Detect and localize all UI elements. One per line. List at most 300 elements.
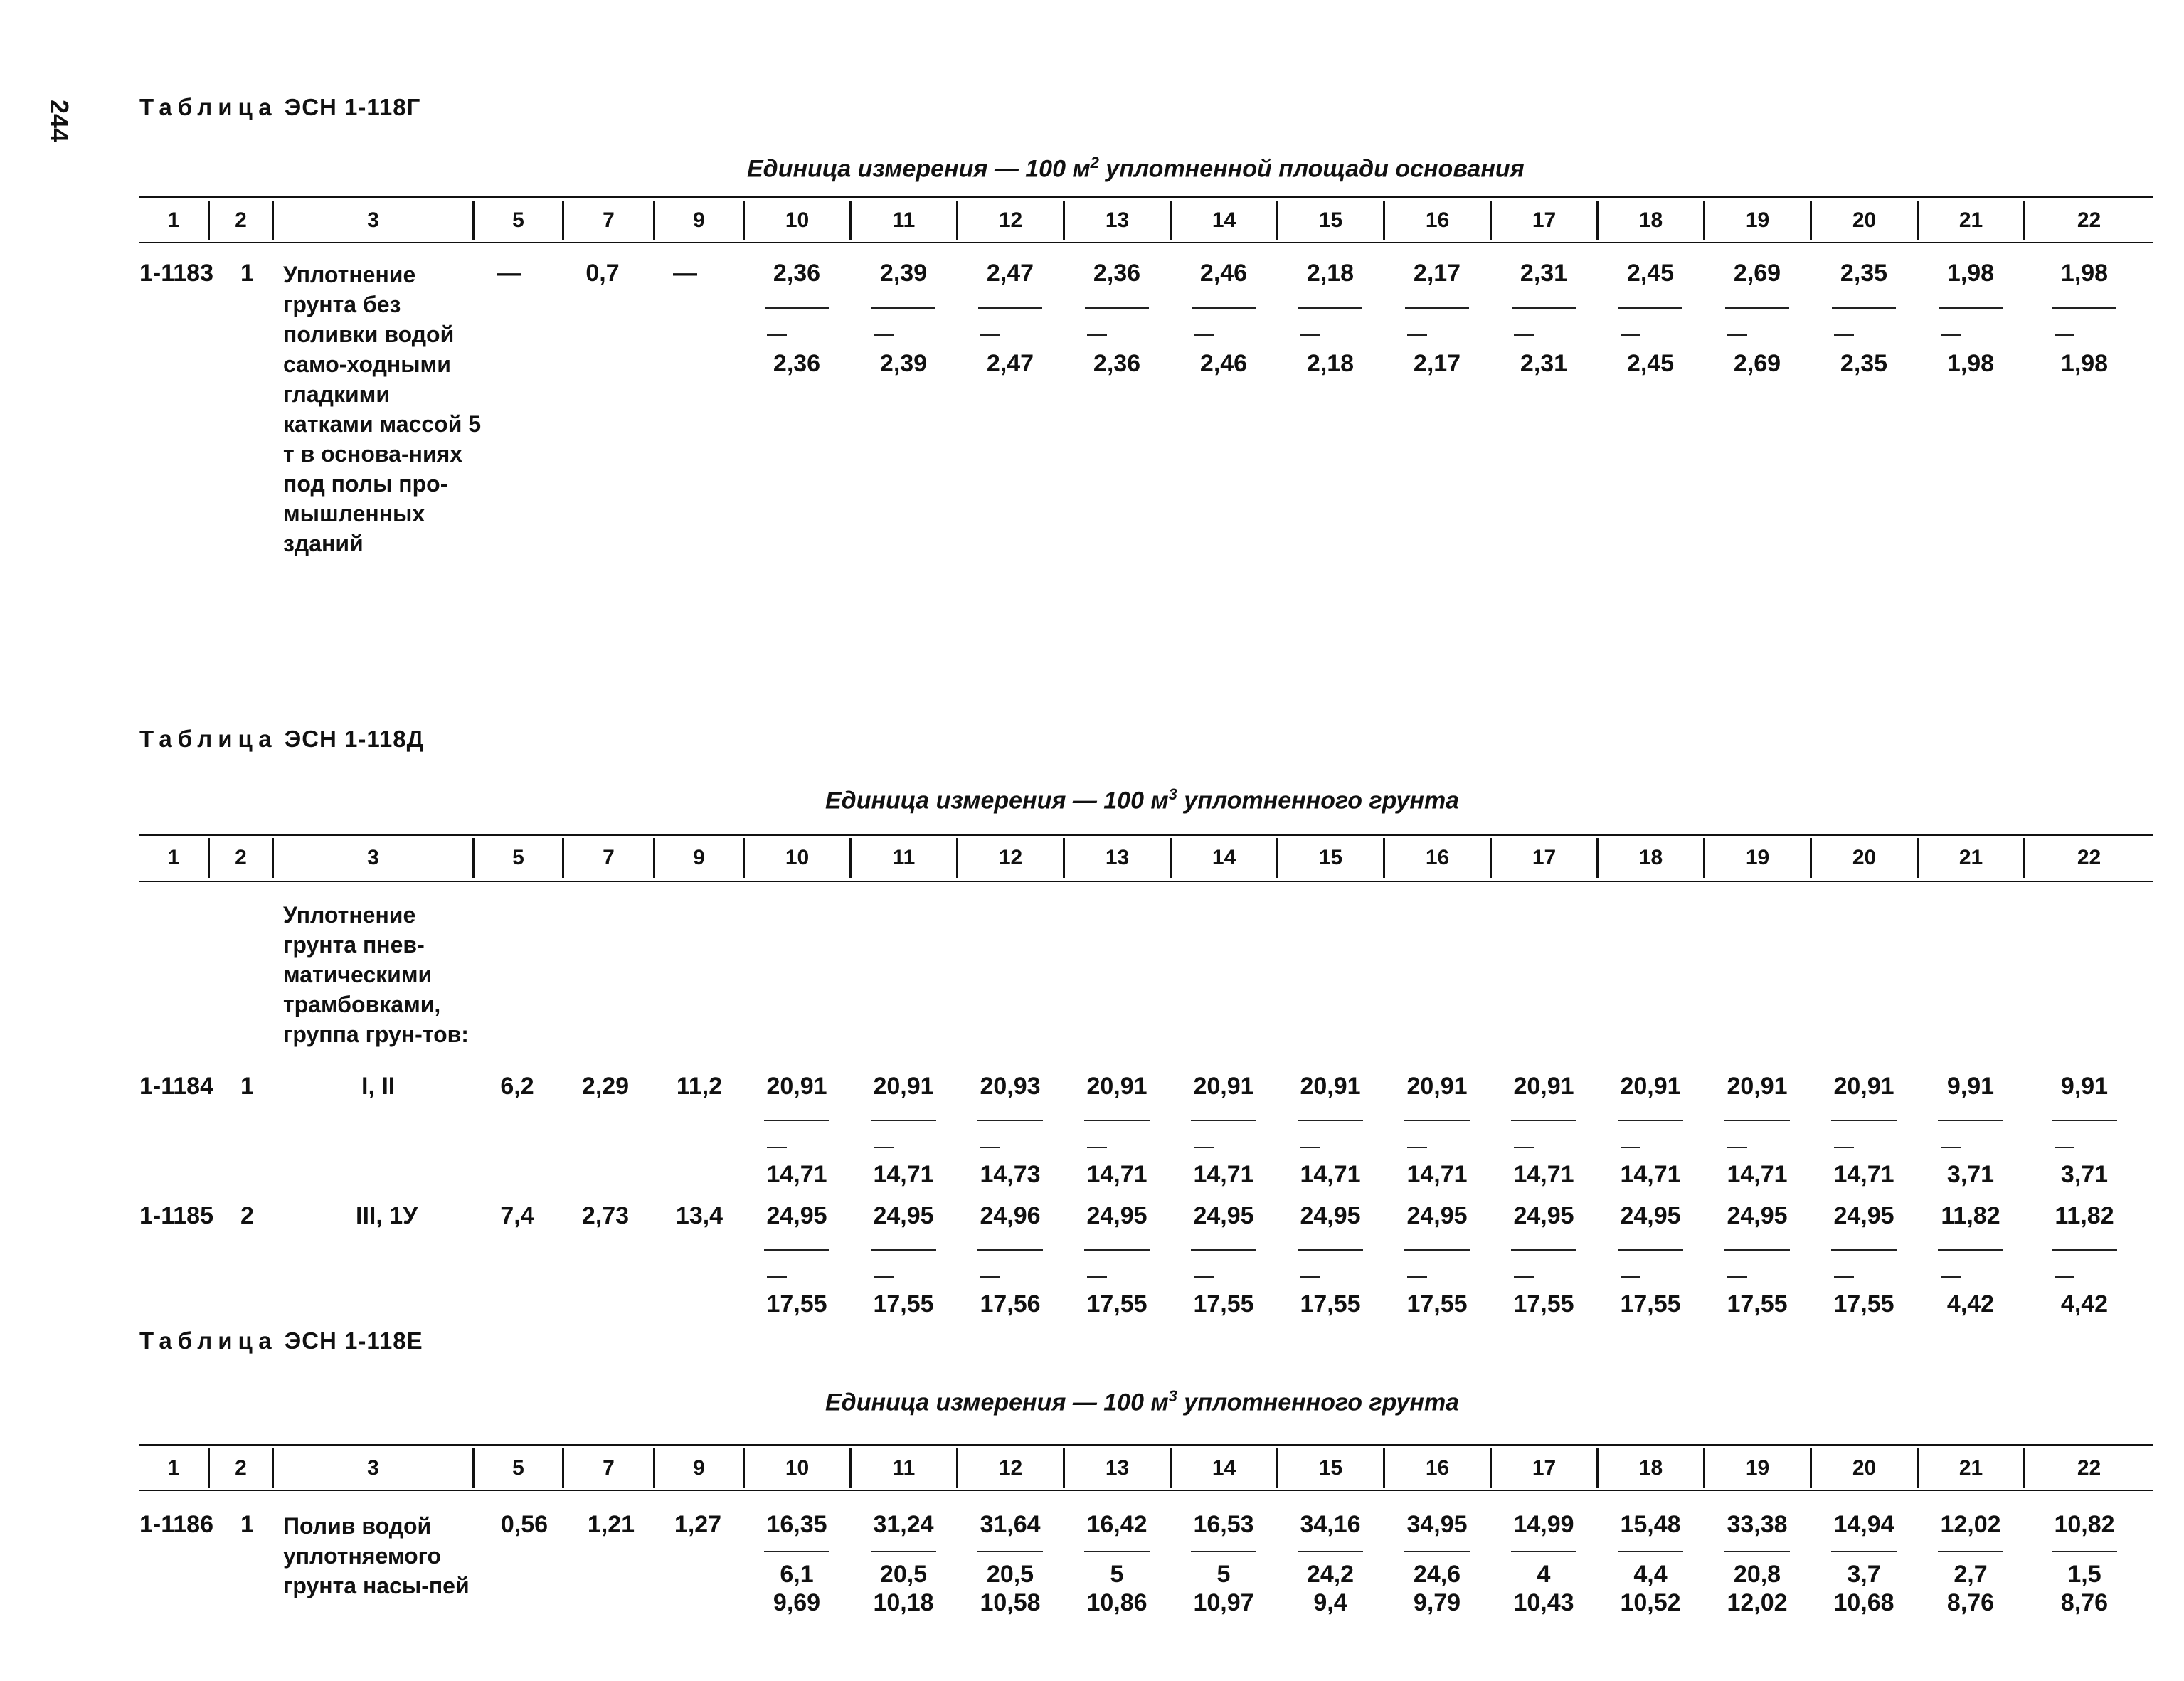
table-g-header-row [139, 201, 2153, 240]
table-d-unit-suffix: уплотненного грунта [1177, 787, 1460, 815]
page-number: 244 [45, 100, 74, 143]
table-e-bottom-value: 9,4 [1313, 1589, 1347, 1616]
table-e-top-value: 12,02 [1940, 1511, 2001, 1538]
fraction-bar [1192, 307, 1256, 309]
table-d-caption-word: Таблица [139, 726, 277, 752]
table-e-header-col-1: 1 [167, 1456, 180, 1480]
fraction-bar [1618, 1249, 1683, 1251]
table-e-header-col-19: 19 [1703, 1448, 1810, 1488]
table-d-bottom-value: 14,71 [873, 1161, 934, 1188]
table-d-top-value: 20,93 [980, 1073, 1041, 1100]
table-g-header-col-11: 11 [849, 201, 956, 240]
fraction-bar [1724, 1551, 1790, 1552]
table-g-header-col-5: 5 [472, 201, 562, 240]
table-d-header-col-19: 19 [1703, 838, 1810, 878]
table-d-caption [139, 726, 424, 753]
table-g-top-value: 1,98 [1946, 260, 1995, 287]
table-d-top-value: 9,91 [1946, 1073, 1995, 1100]
table-d-row1-c7: 2,29 [581, 1073, 630, 1100]
table-d-top-value: 20,91 [1086, 1073, 1147, 1100]
table-g-bottom-value: 2,39 [879, 350, 928, 377]
table-g-top-value: 2,69 [1733, 260, 1781, 287]
table-g-header-col-13: 13 [1063, 201, 1170, 240]
table-g-top-value: 2,31 [1520, 260, 1568, 287]
fraction-bar [1191, 1249, 1256, 1251]
table-g-top-value: 2,35 [1840, 260, 1888, 287]
table-g-top-value: 2,17 [1413, 260, 1461, 287]
table-g-top-value: 2,39 [879, 260, 928, 287]
table-d-top-value: 11,82 [2055, 1202, 2114, 1229]
table-g-n: 1 [240, 260, 254, 287]
table-g-bottom-value: 1,98 [2060, 350, 2109, 377]
table-d-bottom-value: 14,71 [1193, 1161, 1254, 1188]
table-d-row2-c5: 7,4 [500, 1202, 534, 1229]
table-g-desc: Уплотнение грунта без поливки водой само-ходными гладкими катками массой 5 т в основа-ниях под полы про-мышленных зданий [283, 262, 482, 556]
table-g-bottom-value: 2,17 [1413, 350, 1461, 377]
table-g-header-col-9: 9 [653, 201, 743, 240]
table-d-unit [825, 785, 1459, 815]
minus-mark [1621, 1276, 1640, 1278]
minus-mark [1514, 334, 1534, 336]
table-d-top-value: 24,95 [1193, 1202, 1254, 1229]
table-e-bottom-value: 10,18 [873, 1589, 934, 1616]
table-e-c9: 1,27 [674, 1511, 722, 1538]
minus-mark [1941, 1147, 1961, 1148]
table-g-header-col-20: 20 [1810, 201, 1917, 240]
minus-mark [1941, 1276, 1961, 1278]
table-e-top-value: 33,38 [1727, 1511, 1788, 1538]
minus-mark [1087, 1147, 1107, 1148]
fraction-bar [1938, 1551, 2003, 1552]
minus-mark [1407, 1276, 1427, 1278]
fraction-bar [1511, 1120, 1576, 1121]
minus-mark [1834, 1147, 1854, 1148]
minus-mark [1194, 1276, 1214, 1278]
table-e-code: 1-1186 [139, 1511, 213, 1538]
minus-mark [1621, 334, 1640, 336]
minus-mark [980, 334, 1000, 336]
table-d-row2-n: 2 [240, 1202, 254, 1229]
table-e-mid-value: 24,6 [1413, 1561, 1461, 1588]
fraction-bar [764, 1120, 829, 1121]
table-g-bottom-value: 2,47 [986, 350, 1034, 377]
table-g-caption [139, 94, 420, 121]
table-d-header-col-1: 1 [167, 846, 180, 869]
table-d-bottom-value: 14,71 [1513, 1161, 1574, 1188]
table-d-top-value: 24,95 [1620, 1202, 1681, 1229]
minus-mark [1834, 334, 1854, 336]
table-e-header-col-9: 9 [653, 1448, 743, 1488]
table-d-unit-prefix: Единица измерения — 100 м [825, 787, 1169, 815]
table-e-top-rule [139, 1444, 2153, 1446]
table-e-bottom-value: 8,76 [1946, 1589, 1995, 1616]
table-d-top-value: 20,91 [1620, 1073, 1681, 1100]
table-d-header-col-22: 22 [2023, 838, 2153, 878]
minus-mark [1087, 334, 1107, 336]
table-e-header-col-18: 18 [1596, 1448, 1703, 1488]
minus-mark [1407, 1147, 1427, 1148]
table-d-top-value: 24,96 [980, 1202, 1041, 1229]
table-d-bottom-value: 14,71 [1833, 1161, 1894, 1188]
table-e-mid-value: 5 [1216, 1561, 1231, 1588]
minus-mark [874, 334, 894, 336]
table-e-mid-value: 2,7 [1954, 1561, 1988, 1588]
fraction-bar [1298, 1120, 1363, 1121]
table-d-top-value: 24,95 [1086, 1202, 1147, 1229]
table-e-mid-value: 4,4 [1633, 1561, 1668, 1588]
minus-mark [1300, 1147, 1320, 1148]
fraction-bar [1084, 1249, 1150, 1251]
table-g-c9: — [673, 260, 697, 287]
table-e-header-col-15: 15 [1276, 1448, 1383, 1488]
table-e-header-col-16: 16 [1383, 1448, 1490, 1488]
table-d-bottom-value: 17,55 [1086, 1290, 1147, 1317]
fraction-bar [1298, 307, 1362, 309]
fraction-bar [2052, 1551, 2117, 1552]
table-d-header-col-16: 16 [1383, 838, 1490, 878]
table-e-mid-value: 5 [1110, 1561, 1124, 1588]
table-e-bottom-value: 10,68 [1833, 1589, 1894, 1616]
table-g-header-col-17: 17 [1490, 201, 1596, 240]
table-d-bottom-value: 14,71 [766, 1161, 827, 1188]
fraction-bar [765, 307, 829, 309]
table-d-row1-c9: 11,2 [676, 1073, 723, 1100]
table-g-bottom-value: 1,98 [1946, 350, 1995, 377]
table-g-header-rule [139, 242, 2153, 243]
table-d-top-value: 20,91 [1833, 1073, 1894, 1100]
table-e-top-value: 16,53 [1193, 1511, 1254, 1538]
fraction-bar [1618, 1551, 1683, 1552]
table-d-top-value: 20,91 [1727, 1073, 1788, 1100]
table-e-top-value: 34,95 [1406, 1511, 1468, 1538]
table-d-header-rule [139, 881, 2153, 882]
table-g-header-col-15: 15 [1276, 201, 1383, 240]
table-e-mid-value: 20,5 [986, 1561, 1034, 1588]
table-d-bottom-value: 14,73 [980, 1161, 1041, 1188]
minus-mark [1941, 334, 1961, 336]
table-d-top-value: 20,91 [1193, 1073, 1254, 1100]
table-d-row1-c5: 6,2 [500, 1073, 534, 1100]
table-g-unit-sup: 2 [1090, 154, 1099, 171]
table-d-header-col-7: 7 [562, 838, 653, 878]
table-d-top-value: 24,95 [1727, 1202, 1788, 1229]
table-e-header-col-21: 21 [1917, 1448, 2023, 1488]
table-g-header-col-7: 7 [562, 201, 653, 240]
table-g-header-col-18: 18 [1596, 201, 1703, 240]
table-g-header-col-3: 3 [272, 201, 472, 240]
table-d-bottom-value: 3,71 [2060, 1161, 2109, 1188]
minus-mark [874, 1276, 894, 1278]
table-d-bottom-value: 17,56 [980, 1290, 1041, 1317]
table-g-top-value: 2,18 [1306, 260, 1355, 287]
table-g-bottom-value: 2,35 [1840, 350, 1888, 377]
table-d-bottom-value: 14,71 [1620, 1161, 1681, 1188]
table-e-mid-value: 1,5 [2067, 1561, 2101, 1588]
table-d-row1-n: 1 [240, 1073, 254, 1100]
minus-mark [2055, 1276, 2074, 1278]
table-e-header-col-17: 17 [1490, 1448, 1596, 1488]
table-g-header-col-2: 2 [208, 201, 272, 240]
table-g-header-col-19: 19 [1703, 201, 1810, 240]
table-g-unit-suffix: уплотненной площади основания [1098, 155, 1525, 183]
table-g-header-col-16: 16 [1383, 201, 1490, 240]
table-d-header-col-14: 14 [1170, 838, 1276, 878]
table-e-bottom-value: 9,79 [1413, 1589, 1461, 1616]
fraction-bar [1939, 307, 2003, 309]
table-g-caption-word: Таблица [139, 94, 277, 120]
fraction-bar [977, 1249, 1043, 1251]
minus-mark [1514, 1276, 1534, 1278]
table-d-header-col-21: 21 [1917, 838, 2023, 878]
minus-mark [2055, 1147, 2074, 1148]
fraction-bar [1831, 1249, 1897, 1251]
table-e-header-col-3: 3 [272, 1448, 472, 1488]
fraction-bar [977, 1120, 1043, 1121]
fraction-bar [977, 1551, 1043, 1552]
table-d-top-value: 24,95 [1300, 1202, 1361, 1229]
table-g-c7: 0,7 [585, 260, 620, 287]
table-d-bottom-value: 4,42 [1946, 1290, 1995, 1317]
fraction-bar [871, 1120, 936, 1121]
table-g-unit-prefix: Единица измерения — 100 м [747, 155, 1091, 183]
table-e-desc: Полив водой уплотняемого грунта насы-пей [283, 1513, 470, 1598]
table-d-unit-sup: 3 [1168, 785, 1177, 803]
minus-mark [1727, 334, 1747, 336]
table-e-top-value: 15,48 [1620, 1511, 1681, 1538]
fraction-bar [1405, 307, 1469, 309]
fraction-bar [2052, 1249, 2117, 1251]
table-g-top-value: 2,45 [1626, 260, 1675, 287]
table-e-bottom-value: 9,69 [773, 1589, 821, 1616]
table-d-top-value: 24,95 [1833, 1202, 1894, 1229]
table-d-header-col-5: 5 [472, 838, 562, 878]
table-e-header-row [139, 1448, 2153, 1488]
table-g-bottom-value: 2,36 [773, 350, 821, 377]
table-d-header-col-12: 12 [956, 838, 1063, 878]
table-d-bottom-value: 14,71 [1300, 1161, 1361, 1188]
fraction-bar [1084, 1120, 1150, 1121]
fraction-bar [1832, 307, 1896, 309]
table-e-top-value: 34,16 [1300, 1511, 1361, 1538]
table-e-caption-code: ЭСН 1-118Е [284, 1327, 423, 1354]
fraction-bar [1511, 1551, 1576, 1552]
minus-mark [1300, 1276, 1320, 1278]
table-e-bottom-value: 10,43 [1513, 1589, 1574, 1616]
table-g-bottom-value: 2,18 [1306, 350, 1355, 377]
minus-mark [1300, 334, 1320, 336]
table-g-caption-code: ЭСН 1-118Г [284, 94, 421, 120]
table-d-header-col-18: 18 [1596, 838, 1703, 878]
table-d-top-value: 20,91 [766, 1073, 827, 1100]
table-d-bottom-value: 17,55 [1833, 1290, 1894, 1317]
table-d-top-value: 20,91 [1406, 1073, 1468, 1100]
table-d-top-value: 11,82 [1941, 1202, 2000, 1229]
table-d-top-value: 20,91 [1300, 1073, 1361, 1100]
table-d-bottom-value: 17,55 [873, 1290, 934, 1317]
table-d-bottom-value: 17,55 [1406, 1290, 1468, 1317]
table-d-row1-group: I, II [361, 1073, 396, 1100]
table-d-bottom-value: 14,71 [1727, 1161, 1788, 1188]
fraction-bar [1938, 1249, 2003, 1251]
table-e-unit [825, 1387, 1459, 1416]
table-d-bottom-value: 17,55 [1193, 1290, 1254, 1317]
table-g-unit [747, 154, 1525, 183]
table-g-top-value: 2,36 [773, 260, 821, 287]
minus-mark [1621, 1147, 1640, 1148]
table-e-mid-value: 3,7 [1847, 1561, 1881, 1588]
table-d-header-col-10: 10 [743, 838, 849, 878]
table-e-top-value: 14,94 [1833, 1511, 1894, 1538]
table-g-top-value: 2,47 [986, 260, 1034, 287]
minus-mark [767, 1276, 787, 1278]
table-g-bottom-value: 2,45 [1626, 350, 1675, 377]
fraction-bar [1298, 1551, 1363, 1552]
table-g-header-col-10: 10 [743, 201, 849, 240]
table-e-header-rule [139, 1490, 2153, 1491]
table-g-top-value: 2,36 [1093, 260, 1141, 287]
table-d-row2-c7: 2,73 [581, 1202, 630, 1229]
fraction-bar [764, 1551, 829, 1552]
minus-mark [1727, 1276, 1747, 1278]
fraction-bar [1512, 307, 1576, 309]
minus-mark [874, 1147, 894, 1148]
table-e-c5: 0,56 [500, 1511, 548, 1538]
table-e-header-col-10: 10 [743, 1448, 849, 1488]
minus-mark [980, 1276, 1000, 1278]
table-d-bottom-value: 17,55 [1727, 1290, 1788, 1317]
table-g-header-col-14: 14 [1170, 201, 1276, 240]
table-d-bottom-value: 17,55 [1300, 1290, 1361, 1317]
table-e-header-col-14: 14 [1170, 1448, 1276, 1488]
table-g-bottom-value: 2,46 [1199, 350, 1248, 377]
fraction-bar [1618, 1120, 1683, 1121]
table-d-group-desc: Уплотнение грунта пнев-матическими трамбовками, группа грун-тов: [283, 902, 469, 1047]
minus-mark [1727, 1147, 1747, 1148]
table-e-caption [139, 1327, 423, 1354]
table-e-mid-value: 24,2 [1306, 1561, 1355, 1588]
table-e-top-value: 10,82 [2054, 1511, 2115, 1538]
fraction-bar [1618, 307, 1682, 309]
minus-mark [767, 1147, 787, 1148]
table-e-bottom-value: 10,86 [1086, 1589, 1147, 1616]
table-d-row2-code: 1-1185 [139, 1202, 213, 1229]
table-d-caption-code: ЭСН 1-118Д [284, 726, 425, 752]
minus-mark [767, 334, 787, 336]
table-e-n: 1 [240, 1511, 254, 1538]
table-e-bottom-value: 10,58 [980, 1589, 1041, 1616]
fraction-bar [871, 307, 935, 309]
table-e-mid-value: 20,8 [1733, 1561, 1781, 1588]
fraction-bar [978, 307, 1042, 309]
table-e-unit-suffix: уплотненного грунта [1177, 1389, 1460, 1416]
table-d-header-col-15: 15 [1276, 838, 1383, 878]
fraction-bar [1191, 1551, 1256, 1552]
table-d-bottom-value: 17,55 [766, 1290, 827, 1317]
minus-mark [1087, 1276, 1107, 1278]
table-g-header-col-22: 22 [2023, 201, 2153, 240]
minus-mark [1194, 334, 1214, 336]
fraction-bar [1191, 1120, 1256, 1121]
table-d-bottom-value: 17,55 [1513, 1290, 1574, 1317]
table-e-header-col-12: 12 [956, 1448, 1063, 1488]
fraction-bar [871, 1551, 936, 1552]
fraction-bar [1298, 1249, 1363, 1251]
fraction-bar [1084, 1551, 1150, 1552]
table-e-mid-value: 4 [1537, 1561, 1551, 1588]
fraction-bar [1404, 1249, 1470, 1251]
table-e-top-value: 16,42 [1086, 1511, 1147, 1538]
fraction-bar [1831, 1551, 1897, 1552]
table-e-bottom-value: 10,52 [1620, 1589, 1681, 1616]
fraction-bar [1725, 307, 1789, 309]
table-d-header-col-3: 3 [272, 838, 472, 878]
table-e-bottom-value: 12,02 [1727, 1589, 1788, 1616]
table-e-top-value: 16,35 [766, 1511, 827, 1538]
minus-mark [980, 1147, 1000, 1148]
table-e-header-col-22: 22 [2023, 1448, 2153, 1488]
table-g-header-col-1: 1 [167, 208, 180, 232]
table-d-bottom-value: 14,71 [1406, 1161, 1468, 1188]
table-e-mid-value: 6,1 [780, 1561, 814, 1588]
table-e-caption-word: Таблица [139, 1327, 277, 1354]
table-d-top-value: 24,95 [766, 1202, 827, 1229]
table-d-header-col-20: 20 [1810, 838, 1917, 878]
table-e-bottom-value: 8,76 [2060, 1589, 2109, 1616]
table-e-header-col-7: 7 [562, 1448, 653, 1488]
table-d-header-row [139, 838, 2153, 878]
fraction-bar [2052, 1120, 2117, 1121]
fraction-bar [1724, 1120, 1790, 1121]
table-d-top-value: 20,91 [1513, 1073, 1574, 1100]
table-g-bottom-value: 2,36 [1093, 350, 1141, 377]
table-d-row1-code: 1-1184 [139, 1073, 213, 1100]
table-d-top-value: 20,91 [873, 1073, 934, 1100]
table-e-header-col-20: 20 [1810, 1448, 1917, 1488]
fraction-bar [1724, 1249, 1790, 1251]
table-e-header-col-13: 13 [1063, 1448, 1170, 1488]
table-e-unit-prefix: Единица измерения — 100 м [825, 1389, 1169, 1416]
minus-mark [1194, 1147, 1214, 1148]
table-g-bottom-value: 2,31 [1520, 350, 1568, 377]
fraction-bar [764, 1249, 829, 1251]
table-d-header-col-13: 13 [1063, 838, 1170, 878]
table-e-top-value: 14,99 [1513, 1511, 1574, 1538]
minus-mark [1407, 334, 1427, 336]
table-d-top-rule [139, 834, 2153, 836]
table-e-header-col-5: 5 [472, 1448, 562, 1488]
table-d-bottom-value: 4,42 [2060, 1290, 2109, 1317]
table-e-c7: 1,21 [587, 1511, 635, 1538]
table-d-bottom-value: 14,71 [1086, 1161, 1147, 1188]
table-e-top-value: 31,64 [980, 1511, 1041, 1538]
table-e-top-value: 31,24 [873, 1511, 934, 1538]
table-d-row2-c9: 13,4 [675, 1202, 723, 1229]
table-d-top-value: 24,95 [1406, 1202, 1468, 1229]
table-g-header-col-12: 12 [956, 201, 1063, 240]
table-g-c5: — [497, 260, 521, 287]
table-e-header-col-2: 2 [208, 1448, 272, 1488]
table-g-code: 1-1183 [139, 260, 213, 287]
table-d-header-col-17: 17 [1490, 838, 1596, 878]
fraction-bar [1404, 1120, 1470, 1121]
minus-mark [1834, 1276, 1854, 1278]
table-g-bottom-value: 2,69 [1733, 350, 1781, 377]
minus-mark [2055, 334, 2074, 336]
table-g-top-value: 1,98 [2060, 260, 2109, 287]
table-d-header-col-11: 11 [849, 838, 956, 878]
fraction-bar [1404, 1551, 1470, 1552]
table-g-top-value: 2,46 [1199, 260, 1248, 287]
